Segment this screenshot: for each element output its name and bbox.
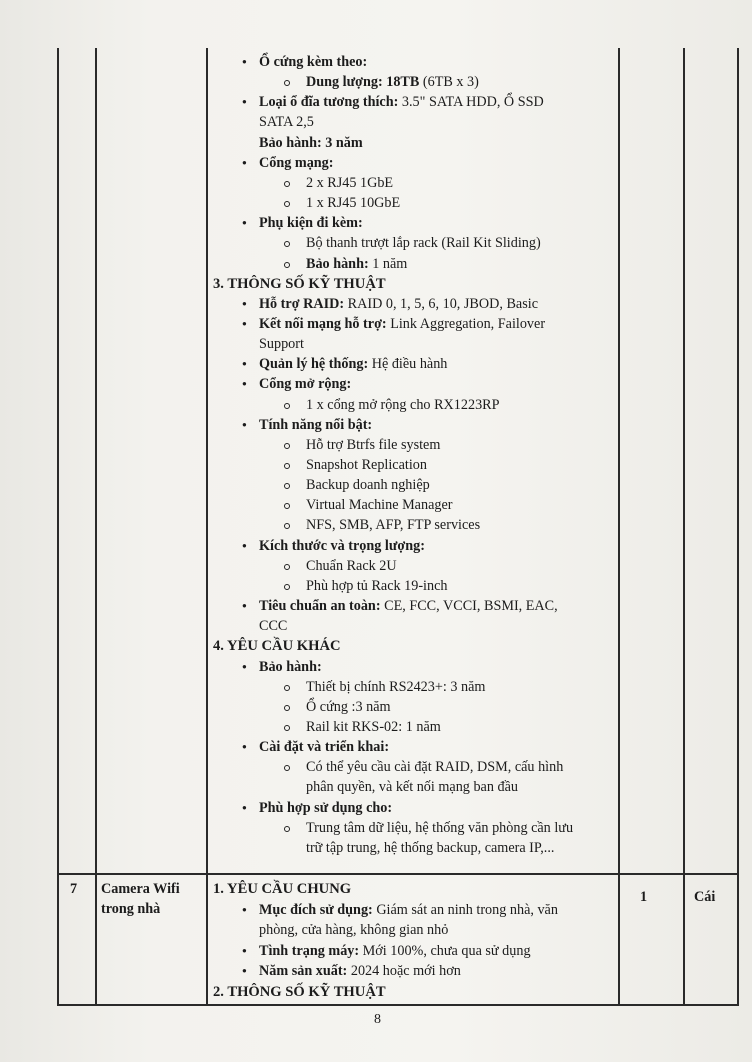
hollow-bullet-icon (284, 403, 290, 409)
spec-line (259, 213, 363, 233)
table-row-separator (57, 873, 739, 875)
spec-label: Loại ổ đĩa tương thích: (259, 94, 399, 111)
spec-label: Ổ cứng kèm theo: (259, 54, 368, 70)
spec-label: Bảo hành: 3 năm (259, 134, 363, 151)
spec-value: Phù hợp tủ Rack 19-inch (306, 577, 448, 594)
hollow-bullet-icon (284, 443, 290, 449)
spec-line (306, 757, 563, 777)
bullet-icon: ● (242, 904, 247, 914)
spec-line (259, 616, 287, 636)
spec-value: Thiết bị chính RS2423+: 3 năm (306, 678, 486, 695)
hollow-bullet-icon (284, 181, 290, 187)
spec-label: Tính năng nổi bật: (259, 416, 373, 433)
spec-value: Mới 100%, chưa qua sử dụng (359, 942, 531, 959)
table-border-bottom (57, 1004, 739, 1006)
spec-label: Năm sản xuất: (259, 963, 348, 980)
bullet-icon: ● (242, 379, 247, 389)
spec-line (259, 941, 531, 961)
spec-value: RAID 0, 1, 5, 6, 10, JBOD, Basic (344, 295, 538, 312)
spec-value: Giám sát an ninh trong nhà, văn (372, 901, 558, 918)
bullet-icon: ● (242, 157, 247, 167)
spec-value: Có thể yêu cầu cài đặt RAID, DSM, cấu hình (306, 759, 564, 776)
hollow-bullet-icon (284, 483, 290, 489)
hollow-bullet-icon (284, 765, 290, 771)
spec-line (259, 961, 461, 981)
spec-value: (6TB x 3) (419, 74, 479, 91)
spec-line (306, 435, 440, 455)
spec-line (259, 415, 372, 435)
spec-line (306, 233, 541, 253)
spec-value: phòng, cửa hàng, không gian nhỏ (259, 922, 449, 939)
row7-item-name-line2: trong nhà (101, 901, 161, 917)
spec-line (306, 395, 500, 415)
hollow-bullet-icon (284, 705, 290, 711)
spec-line (306, 515, 480, 535)
spec-label: 4. YÊU CẦU KHÁC (213, 638, 341, 655)
spec-label: 1. YÊU CẦU CHUNG (213, 881, 352, 897)
table-border-col2 (206, 48, 208, 1005)
bullet-icon: ● (242, 802, 247, 812)
hollow-bullet-icon (284, 685, 290, 691)
spec-label: 3. THÔNG SỐ KỸ THUẬT (213, 275, 386, 292)
spec-line (306, 777, 518, 797)
spec-line (259, 798, 392, 818)
table-border-right (737, 48, 739, 1005)
spec-value: 1 năm (368, 255, 408, 272)
bullet-icon: ● (242, 97, 247, 107)
page-number: 8 (374, 1012, 381, 1027)
bullet-icon: ● (242, 57, 247, 66)
spec-line (306, 455, 427, 475)
bullet-icon: ● (242, 218, 247, 228)
spec-label: Mục đích sử dụng: (259, 901, 373, 918)
hollow-bullet-icon (284, 584, 290, 590)
spec-value: Ổ cứng :3 năm (306, 698, 391, 715)
spec-label: Dung lượng: 18TB (306, 74, 420, 91)
row7-item-name-line1: Camera Wifi (101, 881, 180, 897)
spec-value: Hỗ trợ Btrfs file system (306, 436, 441, 453)
spec-line (306, 254, 407, 274)
bullet-icon: ● (242, 318, 247, 328)
spec-value: Trung tâm dữ liệu, hệ thống văn phòng cần lưu (306, 819, 574, 836)
spec-label: 2. THÔNG SỐ KỸ THUẬT (213, 984, 386, 1000)
table-border-col4 (683, 48, 685, 1005)
hollow-bullet-icon (284, 463, 290, 469)
hollow-bullet-icon (284, 523, 290, 529)
spec-line (306, 72, 479, 92)
bullet-icon: ● (242, 359, 247, 369)
spec-line (306, 173, 393, 193)
spec-line (259, 52, 367, 72)
table-border-left (57, 48, 59, 1005)
spec-label: Kích thước và trọng lượng: (259, 537, 425, 554)
spec-label: Quản lý hệ thống: (259, 356, 369, 373)
spec-value: Snapshot Replication (306, 457, 427, 473)
hollow-bullet-icon (284, 262, 290, 268)
spec-value: 3.5" SATA HDD, Ổ SSD (398, 94, 544, 111)
spec-value: 2 x RJ45 1GbE (306, 174, 394, 191)
spec-label: Phù hợp sử dụng cho: (259, 799, 393, 816)
spec-value: NFS, SMB, AFP, FTP services (306, 517, 481, 534)
spec-line (259, 294, 538, 314)
spec-value: Bộ thanh trượt lắp rack (Rail Kit Sliding) (306, 235, 541, 252)
hollow-bullet-icon (284, 564, 290, 570)
spec-value: 1 x RJ45 10GbE (306, 195, 401, 212)
spec-value: trữ tập trung, hệ thống backup, camera IP,... (306, 839, 555, 856)
spec-line (306, 818, 573, 838)
spec-label: Kết nối mạng hỗ trợ: (259, 315, 387, 332)
row7-stt: 7 (70, 881, 78, 897)
spec-line (259, 112, 314, 132)
spec-label: Tình trạng máy: (259, 942, 360, 959)
spec-line (259, 900, 558, 920)
bullet-icon: ● (242, 742, 247, 752)
hollow-bullet-icon (284, 80, 290, 86)
spec-line (306, 677, 485, 697)
table-border-col1 (95, 48, 97, 1005)
spec-value: CCC (259, 618, 288, 635)
spec-line (306, 556, 397, 576)
spec-value: CE, FCC, VCCI, BSMI, EAC, (380, 598, 558, 615)
spec-line (259, 334, 304, 354)
spec-value: Virtual Machine Manager (306, 497, 453, 514)
spec-value: 2024 hoặc mới hơn (347, 963, 461, 980)
spec-value: Support (259, 336, 304, 353)
section-heading (213, 879, 351, 899)
spec-line (259, 153, 334, 173)
spec-value: Chuẩn Rack 2U (306, 557, 397, 574)
spec-line (306, 193, 400, 213)
spec-line (306, 717, 441, 737)
spec-value: Rail kit RKS-02: 1 năm (306, 718, 441, 735)
spec-label: Cổng mở rộng: (259, 376, 352, 393)
bullet-icon: ● (242, 298, 247, 308)
spec-label: Cổng mạng: (259, 154, 334, 171)
spec-line (259, 374, 351, 394)
spec-line (259, 354, 447, 374)
spec-label: Bảo hành: (306, 255, 369, 272)
bullet-icon: ● (242, 419, 247, 429)
spec-value: phân quyền, và kết nối mạng ban đầu (306, 779, 518, 796)
spec-value: Backup doanh nghiệp (306, 477, 430, 494)
spec-line (306, 495, 452, 515)
bullet-icon: ● (242, 601, 247, 611)
spec-value: Hệ điều hành (368, 356, 448, 373)
spec-line (259, 657, 322, 677)
spec-line (306, 838, 554, 858)
spec-value: 1 x cổng mở rộng cho RX1223RP (306, 396, 500, 413)
spec-label: Hỗ trợ RAID: (259, 295, 345, 312)
table-border-col3 (618, 48, 620, 1005)
bullet-icon: ● (242, 945, 247, 955)
spec-line (259, 314, 545, 334)
spec-line (306, 475, 430, 495)
bullet-icon: ● (242, 540, 247, 550)
hollow-bullet-icon (284, 241, 290, 247)
spec-label: Cài đặt và triển khai: (259, 739, 390, 756)
section-heading (213, 636, 341, 656)
spec-line (259, 596, 558, 616)
spec-line (259, 536, 425, 556)
spec-line (259, 92, 544, 112)
spec-label: Bảo hành: (259, 658, 322, 675)
hollow-bullet-icon (284, 201, 290, 207)
spec-line (306, 697, 391, 717)
hollow-bullet-icon (284, 826, 290, 832)
row7-quantity: 1 (640, 889, 648, 905)
section-heading (213, 982, 386, 1002)
hollow-bullet-icon (284, 503, 290, 509)
row7-unit: Cái (694, 889, 716, 905)
spec-value: Link Aggregation, Failover (386, 315, 546, 332)
spec-label: Tiêu chuẩn an toàn: (259, 598, 381, 615)
hollow-bullet-icon (284, 725, 290, 731)
spec-line (259, 133, 363, 153)
spec-line (259, 737, 389, 757)
spec-line (259, 920, 448, 940)
spec-label: Phụ kiện đi kèm: (259, 215, 363, 232)
bullet-icon: ● (242, 966, 247, 976)
bullet-icon: ● (242, 661, 247, 671)
spec-line (306, 576, 447, 596)
section-heading (213, 274, 386, 294)
spec-value: SATA 2,5 (259, 114, 314, 131)
